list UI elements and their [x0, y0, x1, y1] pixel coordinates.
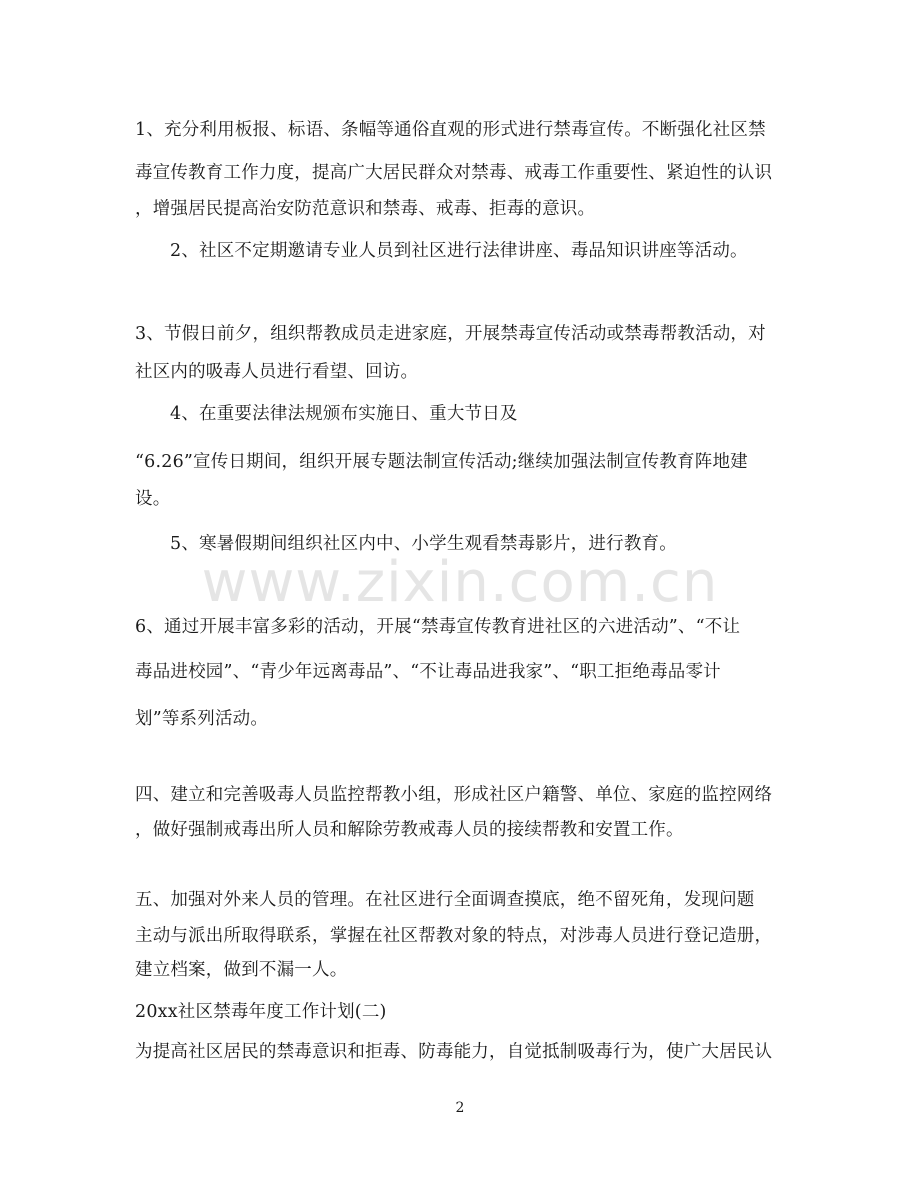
paragraph-1-line-3: ，增强居民提高治安防范意识和禁毒、戒毒、拒毒的意识。: [135, 199, 596, 219]
page-number: 2: [455, 1100, 465, 1116]
watermark: www.zixin.com.cn: [201, 550, 719, 615]
paragraph-8-line-1: 五、加强对外来人员的管理。在社区进行全面调查摸底，绝不留死角，发现问题: [135, 890, 755, 910]
paragraph-5-line-1: 5、寒暑假期间组织社区内中、小学生观看禁毒影片，进行教育。: [170, 534, 677, 554]
paragraph-1-line-2: 毒宣传教育工作力度，提高广大居民群众对禁毒、戒毒工作重要性、紧迫性的认识: [135, 163, 773, 183]
paragraph-2-line-1: 2、社区不定期邀请专业人员到社区进行法律讲座、毒品知识讲座等活动。: [170, 241, 748, 261]
section-heading: 20xx社区禁毒年度工作计划(二): [135, 1002, 387, 1022]
paragraph-7-line-2: ，做好强制戒毒出所人员和解除劳教戒毒人员的接续帮教和安置工作。: [135, 820, 684, 840]
paragraph-6-line-1: 6、通过开展丰富多彩的活动，开展“禁毒宣传教育进社区的六进活动”、“不让: [135, 617, 741, 637]
paragraph-3-line-2: 社区内的吸毒人员进行看望、回访。: [135, 362, 419, 382]
paragraph-6-line-3: 划”等系列活动。: [135, 709, 269, 729]
paragraph-4-line-1: 4、在重要法律法规颁布实施日、重大节日及: [170, 404, 518, 424]
paragraph-1-line-1: 1、充分利用板报、标语、条幅等通俗直观的形式进行禁毒宣传。不断强化社区禁: [135, 120, 766, 140]
paragraph-3-line-1: 3、节假日前夕，组织帮教成员走进家庭，开展禁毒宣传活动或禁毒帮教活动，对: [135, 324, 766, 344]
paragraph-8-line-3: 建立档案，做到不漏一人。: [135, 960, 348, 980]
paragraph-10-line-1: 为提高社区居民的禁毒意识和拒毒、防毒能力，自觉抵制吸毒行为，使广大居民认: [135, 1042, 773, 1062]
paragraph-4-line-2: “6.26”宣传日期间，组织开展专题法制宣传活动;继续加强法制宣传教育阵地建: [135, 452, 748, 472]
paragraph-7-line-1: 四、建立和完善吸毒人员监控帮教小组，形成社区户籍警、单位、家庭的监控网络: [135, 785, 773, 805]
paragraph-6-line-2: 毒品进校园”、“青少年远离毒品”、“不让毒品进我家”、“职工拒绝毒品零计: [135, 662, 721, 682]
paragraph-8-line-2: 主动与派出所取得联系，掌握在社区帮教对象的特点，对涉毒人员进行登记造册，: [135, 926, 773, 946]
paragraph-4-line-3: 设。: [135, 489, 171, 509]
